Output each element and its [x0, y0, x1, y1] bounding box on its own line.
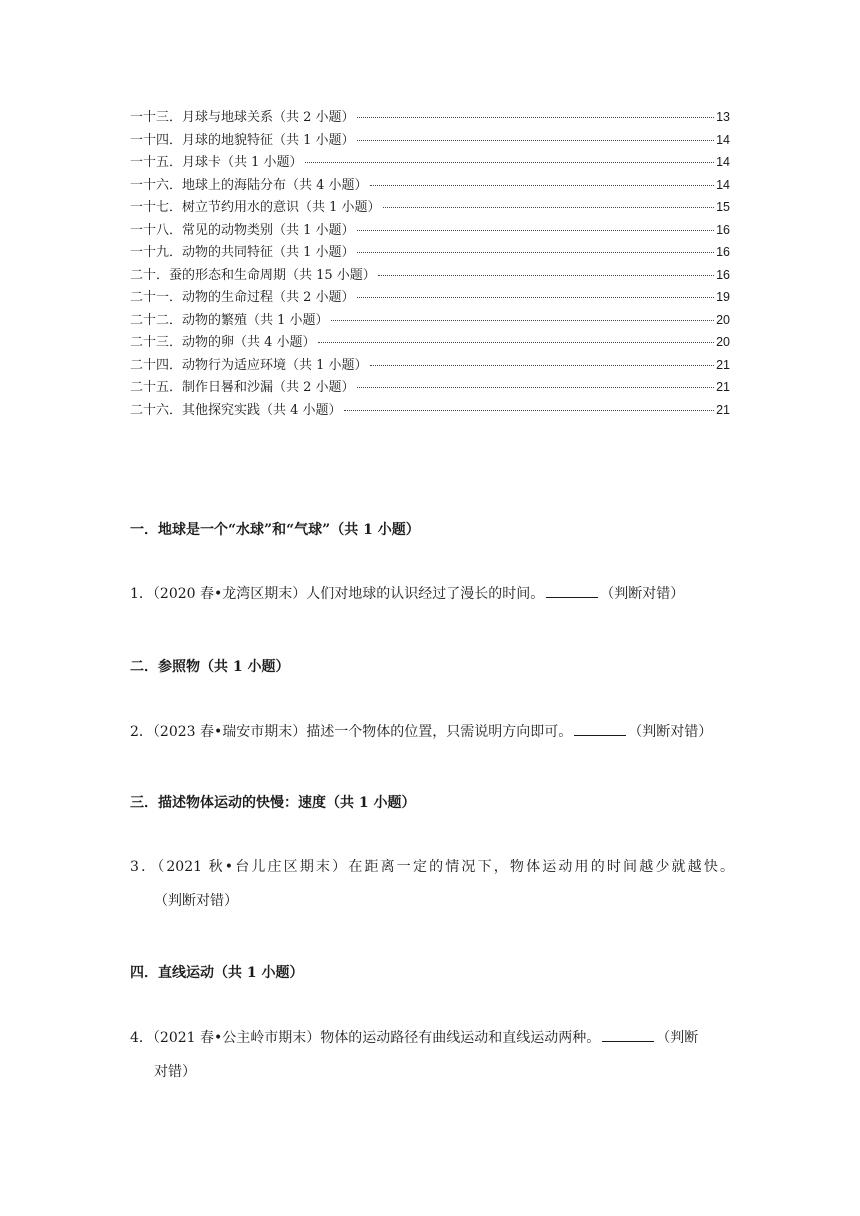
toc-entry-label: 一十七．树立节约用水的意识（共 1 小题）	[130, 200, 381, 215]
toc-entry-label: 二十．蚕的形态和生命周期（共 15 小题）	[130, 267, 376, 283]
toc-leader-dots	[370, 185, 715, 186]
toc-entry-page: 19	[716, 290, 730, 304]
toc-entry-page: 21	[716, 357, 730, 372]
question-1-text: 1．（2020 春•龙湾区期末）人们对地球的认识经过了漫长的时间。	[130, 586, 545, 602]
toc-entry[interactable]	[130, 129, 730, 152]
section-heading-4: 四．直线运动（共 1 小题）	[130, 965, 304, 981]
question-4	[130, 1021, 734, 1089]
toc-entry[interactable]	[130, 286, 730, 309]
question-3-suffix: （判断对错）	[154, 893, 238, 909]
toc-entry[interactable]	[130, 151, 730, 174]
table-of-contents	[130, 106, 730, 421]
toc-entry-label: 一十四．月球的地貌特征（共 1 小题）	[130, 132, 355, 148]
toc-entry-label: 二十二．动物的繁殖（共 1 小题）	[130, 312, 329, 328]
toc-entry-label: 一十九．动物的共同特征（共 1 小题）	[130, 245, 355, 260]
question-2-suffix: （判断对错）	[628, 724, 713, 740]
question-1	[130, 577, 734, 611]
toc-leader-dots	[331, 320, 715, 321]
question-1-suffix: （判断对错）	[600, 586, 685, 602]
toc-entry[interactable]	[130, 241, 730, 264]
toc-entry[interactable]	[130, 196, 730, 219]
toc-entry-page: 16	[716, 222, 730, 237]
answer-blank-1[interactable]	[546, 583, 598, 598]
question-4-text: 4．（2021 春•公主岭市期末）物体的运动路径有曲线运动和直线运动两种。	[130, 1030, 601, 1046]
toc-entry-label: 一十六．地球上的海陆分布（共 4 小题）	[130, 177, 368, 193]
toc-entry-label: 二十一．动物的生命过程（共 2 小题）	[130, 290, 355, 305]
toc-leader-dots	[344, 410, 715, 411]
toc-leader-dots	[383, 207, 715, 208]
question-3	[130, 850, 734, 918]
toc-leader-dots	[357, 230, 715, 231]
toc-entry-page: 21	[716, 402, 730, 417]
toc-leader-dots	[357, 387, 715, 388]
answer-blank-2[interactable]	[574, 721, 626, 736]
toc-entry-label: 一十三．月球与地球关系（共 2 小题）	[130, 110, 355, 125]
question-3-text: 3．（2021 秋•台儿庄区期末）在距离一定的情况下，物体运动用的时间越少就越快。	[130, 859, 734, 875]
toc-entry[interactable]	[130, 219, 730, 242]
question-4-suffix: （判断	[656, 1030, 699, 1046]
toc-entry-page: 14	[716, 155, 730, 169]
toc-entry-page: 16	[716, 267, 730, 282]
toc-entry[interactable]	[130, 174, 730, 197]
toc-entry-page: 14	[716, 177, 730, 192]
toc-leader-dots	[318, 342, 715, 343]
section-heading-3: 三．描述物体运动的快慢：速度（共 1 小题）	[130, 795, 416, 811]
toc-entry[interactable]	[130, 331, 730, 354]
toc-leader-dots	[357, 140, 715, 141]
toc-entry-page: 14	[716, 132, 730, 147]
toc-entry[interactable]	[130, 264, 730, 287]
toc-entry-label: 二十四．动物行为适应环境（共 1 小题）	[130, 357, 368, 373]
toc-leader-dots	[378, 275, 714, 276]
toc-entry-label: 二十六．其他探究实践（共 4 小题）	[130, 402, 342, 418]
toc-entry[interactable]	[130, 376, 730, 399]
toc-entry-page: 20	[716, 312, 730, 327]
toc-leader-dots	[357, 117, 715, 118]
toc-leader-dots	[357, 252, 715, 253]
answer-blank-4[interactable]	[602, 1027, 654, 1042]
toc-entry-label: 二十三．动物的卵（共 4 小题）	[130, 335, 316, 350]
section-heading-1: 一．地球是一个“水球”和“气球”（共 1 小题）	[130, 522, 420, 538]
toc-entry-label: 二十五．制作日晷和沙漏（共 2 小题）	[130, 380, 355, 395]
toc-leader-dots	[305, 162, 715, 163]
toc-leader-dots	[370, 365, 715, 366]
toc-entry[interactable]	[130, 106, 730, 129]
toc-entry-page: 20	[716, 335, 730, 349]
toc-entry-label: 一十八．常见的动物类别（共 1 小题）	[130, 222, 355, 238]
toc-entry-label: 一十五．月球卡（共 1 小题）	[130, 155, 303, 170]
question-2	[130, 715, 734, 749]
toc-entry[interactable]	[130, 354, 730, 377]
toc-entry[interactable]	[130, 399, 730, 422]
toc-entry-page: 15	[716, 200, 730, 214]
toc-entry-page: 21	[716, 380, 730, 394]
toc-entry-page: 13	[716, 110, 730, 124]
question-2-text: 2．（2023 春•瑞安市期末）描述一个物体的位置，只需说明方向即可。	[130, 724, 573, 740]
toc-entry[interactable]	[130, 309, 730, 332]
toc-entry-page: 16	[716, 245, 730, 259]
section-heading-2: 二．参照物（共 1 小题）	[130, 659, 290, 675]
toc-leader-dots	[357, 297, 715, 298]
question-4-suffix-line2: 对错）	[154, 1064, 196, 1080]
